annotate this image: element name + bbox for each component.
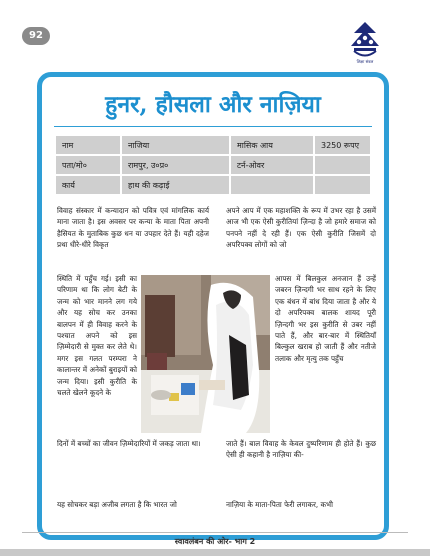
title-divider: [54, 126, 372, 127]
paragraph: दिनों में बच्चों का जीवन ज़िम्मेदारियों में जकड़ जाता था।: [57, 439, 201, 448]
article-title: हुनर, हौसला और नाज़िया: [105, 91, 321, 118]
info-label: टर्न-ओवर: [231, 156, 313, 174]
info-value: हाथ की कढ़ाई: [122, 176, 229, 194]
paragraph: आपस में बिलकुल अनजान हैं उन्हें जबरन ज़िन्दगी भर साथ रहने के लिए एक बंधन में बांध दिया जाता है और ये दो अपरिपक्व बालक शायद पूरी ज़िन्दगी भर इस कुरीति से उबर नहीं पाते हैं, और बार-बार में स्थितियाँ बिल्कुल खराब हो जाती हैं और नतीजे तलाक और मृत्यु तक पहुँच: [275, 274, 376, 363]
info-label: [231, 176, 313, 194]
right-column-last: [226, 499, 376, 510]
profile-info-table: [54, 134, 372, 196]
info-value: 3250 रूपए: [315, 136, 370, 154]
left-column-last: [57, 499, 209, 510]
info-value: रामपुर, उ०प्र०: [122, 156, 229, 174]
info-value: [315, 176, 370, 194]
info-row: [56, 176, 370, 194]
page-number: 92: [22, 27, 50, 45]
paragraph: अपने आप में एक महाशक्ति के रूप में उभर रहा है उसमें आज भी एक ऐसी कुरीतियां ज़िन्दा है जो हमारे समाज को पनपने नहीं दे रही हैं। एक ऐसी कुरीति जिसमें दो अपरिपक्व लोगों को जो: [226, 206, 376, 250]
right-column-wrap: [275, 273, 376, 364]
left-column-top: [57, 205, 209, 251]
info-row: [56, 156, 370, 174]
footer-text: स्वावलंबन की ओर- भाग 2: [174, 537, 256, 546]
info-value: [315, 156, 370, 174]
paragraph: विवाह संस्कार में कन्यादान को पवित्र एवं मांगलिक कार्य माना जाता है। इस अवसर पर कन्या के माता पिता अपनी हैसियत के मुताबिक कुछ धन या उपहार देते हैं। यही दहेज प्रथा धीरे-धीरे विकृत: [57, 206, 209, 250]
info-value: नाजिया: [122, 136, 229, 154]
footer-divider: [22, 532, 408, 533]
bottom-bar: [0, 549, 430, 556]
left-column-bottom: [57, 438, 209, 449]
left-column-wrap: [57, 273, 137, 398]
info-label: पता/मो०: [56, 156, 120, 174]
right-column-top: [226, 205, 376, 251]
info-label: मासिक आय: [231, 136, 313, 154]
info-label: कार्य: [56, 176, 120, 194]
embroidery-photo: [141, 275, 270, 433]
logo-caption: शिक्षा संबल: [356, 59, 374, 64]
paragraph: यह सोचकर बड़ा अजीब लगता है कि भारत जो: [57, 500, 177, 509]
info-label: नाम: [56, 136, 120, 154]
paragraph: स्थिति में पहुँच गई। इसी का परिणाम था कि लोग बेटी के जन्म को भार मानने लग गये और यह सोच कर उनका बालपन में ही विवाह करने के पश्चात अपने को इस ज़िम्मेदारी से मुक्त कर लेते थे। मगर इस गलत परम्परा ने कालान्तर में अनेकों बुराइयों को जन्म दिया। इसी कुरीति के चलते खेलने कूदने के: [57, 274, 137, 398]
paragraph: नाज़िया के माता-पिता फेरी लगाकर, कभी: [226, 500, 333, 509]
right-column-bottom: [226, 438, 376, 461]
info-row: [56, 136, 370, 154]
paragraph: जाते हैं। बाल विवाह के केवल दुष्परिणाम ही होते हैं। कुछ ऐसी ही कहानी है नाज़िया की-: [226, 439, 376, 460]
